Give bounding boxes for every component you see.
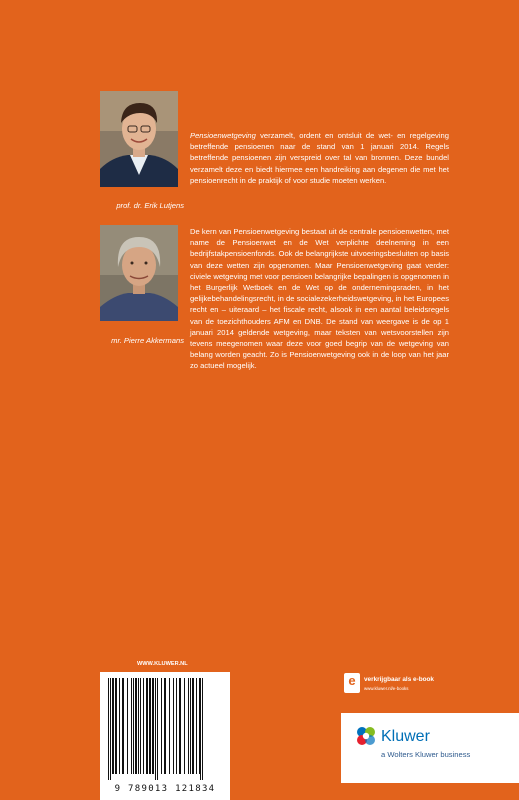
- description-text: De kern van Pensioenwetgeving bestaat uit de centrale pensioenwetten, met name de Pensioenwet en de Wet verplichte deelneming in een bedrijfstakpensioenfonds. Ook de belangrijkste uitvoeringsbesluiten op basis van deze wetten zijn opgenomen. Maar Pensioenwetgeving gaat verder: civiele wetgeving met voor pensioen belangrijke bepalingen is opgenomen in het Burgerlijk Wetboek en de Wet op de ondernemingsraden, in het gelijkebehandelingsrecht, in de socialezekerheidswetgeving, in het Europees recht en – uiteraard – het fiscale recht, alsook in een aantal beleidsregels van de toezichthouders AFM en DNB. De stand van weergave is de op 1 januari 2014 geldende wetgeving, maar teksten van wetsvoorstellen zijn tevens meegenomen waar deze voor goed begrip van de wetgeving van belang worden geacht. Zo is Pensioenwetgeving ook in de loop van het jaar zo actueel mogelijk.: [190, 227, 449, 371]
- barcode-bars: [106, 678, 224, 780]
- ebook-url: www.kluwer.nl/e-books: [364, 686, 409, 691]
- author-photo-lutjens: [100, 91, 178, 187]
- barcode: [100, 672, 230, 800]
- kluwer-logo-icon: [355, 725, 377, 747]
- publisher-tagline: a Wolters Kluwer business: [381, 750, 471, 759]
- intro-paragraph: [190, 130, 449, 186]
- intro-body: verzamelt, ordent en ontsluit de wet- en regelgeving betreffende pensioenen naar de stand van 1 januari 2014. Regels betreffende pensioenen zijn verspreid over tal van bronnen. Deze bundel verzamelt deze en biedt hiermee een handreiking aan degenen die met het pensioenrecht in de praktijk of voor studie moeten werken.: [190, 131, 449, 185]
- website-url: WWW.KLUWER.NL: [137, 661, 188, 667]
- ebook-label: verkrijgbaar als e-book: [364, 676, 434, 683]
- book-title: Pensioenwetgeving: [190, 131, 256, 140]
- author-caption-akkermans: mr. Pierre Akkermans: [111, 336, 184, 345]
- author-caption-lutjens: prof. dr. Erik Lutjens: [116, 201, 184, 210]
- isbn-number: 9 789013 121834: [114, 784, 216, 794]
- description-paragraph: [190, 226, 449, 372]
- publisher-logo-box: [341, 713, 519, 783]
- publisher-name: Kluwer: [381, 728, 430, 745]
- author-photo-akkermans: [100, 225, 178, 321]
- e-book-icon: e: [344, 673, 360, 693]
